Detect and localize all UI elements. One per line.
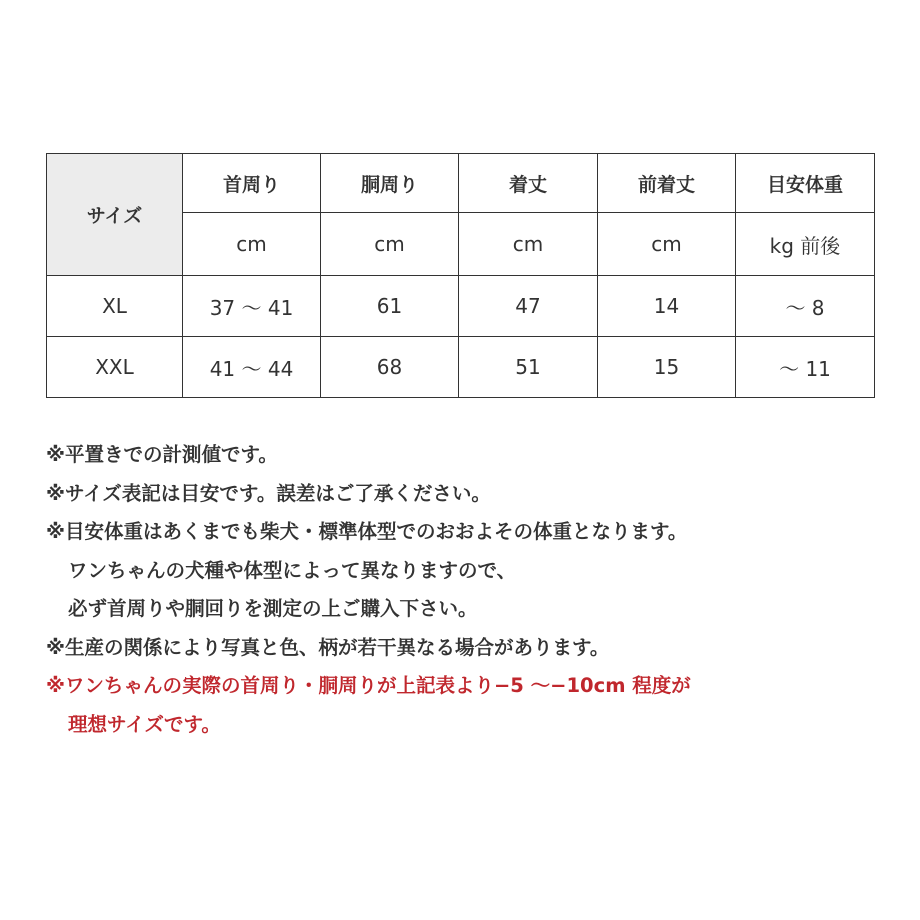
note-measurement: ※平置きでの計測値です。 [46,443,278,466]
neck-unit: cm [183,213,321,276]
chest-cell: 68 [321,337,459,398]
note-weight-guide: ※目安体重はあくまでも柴犬・標準体型でのおおよその体重となります。 [46,520,688,543]
note-weight-guide-cont: ワンちゃんの犬種や体型によって異なりますので、 [68,558,517,582]
neck-cell: 41 〜 44 [183,337,321,398]
chest-column-header: 胴周り [321,154,459,213]
note-weight-guide-cont2: 必ず首周りや胴回りを測定の上ご購入下さい。 [68,597,478,620]
chest-cell: 61 [321,276,459,337]
neck-cell: 37 〜 41 [183,276,321,337]
size-column-header: サイズ [47,154,183,276]
notes-list [46,436,886,744]
front-length-unit: cm [598,213,736,276]
chest-unit: cm [321,213,459,276]
length-cell: 51 [459,337,598,398]
note-ideal-size-cont: 理想サイズです。 [68,712,221,736]
front-length-column-header: 前着丈 [598,154,736,213]
front-length-cell: 14 [598,276,736,337]
weight-column-header: 目安体重 [736,154,875,213]
note-ideal-size: ※ワンちゃんの実際の首周り・胴周りが上記表より−5 〜−10cm 程度が [46,674,691,697]
neck-column-header: 首周り [183,154,321,213]
weight-unit: kg 前後 [736,213,875,276]
weight-cell: 〜 8 [736,276,875,337]
length-unit: cm [459,213,598,276]
table-header-row [47,154,875,213]
table-row [47,337,875,398]
size-cell: XL [47,276,183,337]
note-size-approx: ※サイズ表記は目安です。誤差はご了承ください。 [46,481,491,505]
table-row [47,276,875,337]
size-cell: XXL [47,337,183,398]
note-color-variation: ※生産の関係により写真と色、柄が若干異なる場合があります。 [46,635,610,659]
length-column-header: 着丈 [459,154,598,213]
size-chart-table [46,153,875,398]
front-length-cell: 15 [598,337,736,398]
weight-cell: 〜 11 [736,337,875,398]
length-cell: 47 [459,276,598,337]
